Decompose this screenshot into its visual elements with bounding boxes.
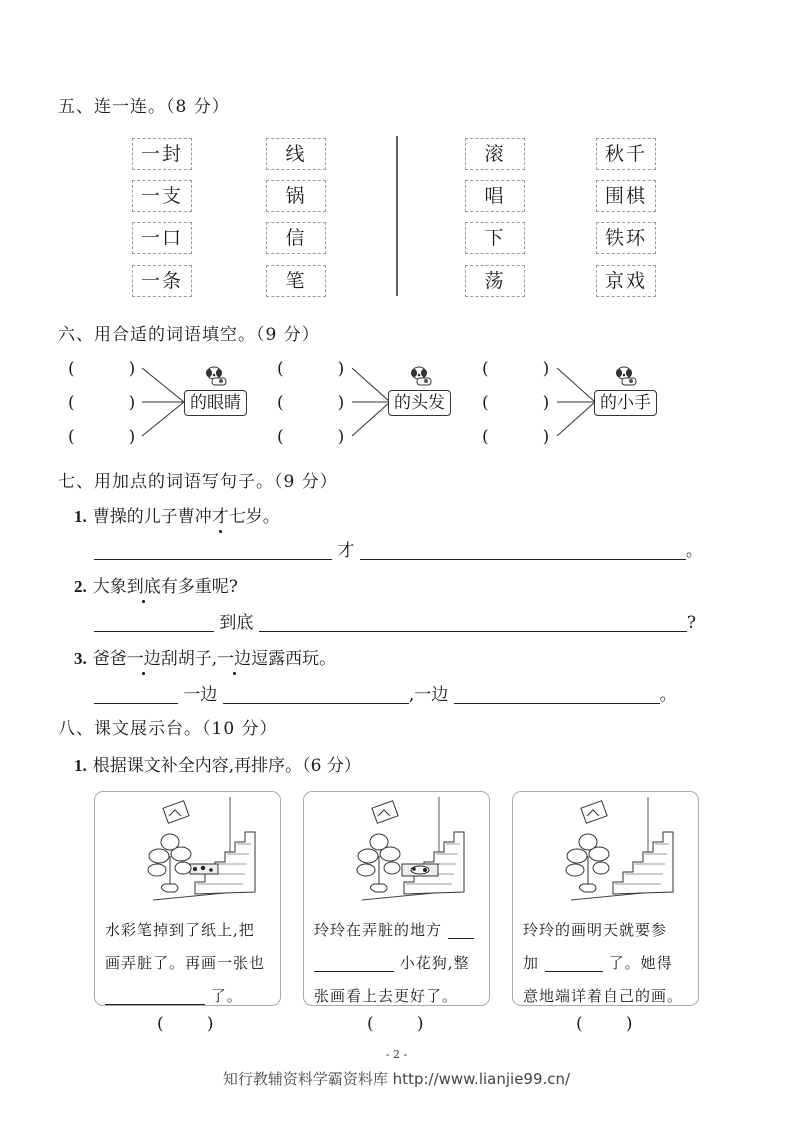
answer-blank[interactable]	[360, 541, 686, 560]
word-box[interactable]: 下	[465, 222, 525, 254]
match-divider	[396, 136, 398, 296]
section-5-title: 五、连一连。（8 分）	[58, 97, 230, 117]
story-card-2	[303, 791, 490, 1006]
order-answer-3[interactable]: ( )	[576, 1014, 633, 1034]
answer-blank[interactable]	[454, 685, 660, 704]
answer-line-7-3	[94, 680, 677, 705]
word-box[interactable]: 一条	[132, 265, 192, 297]
card-text-line: 玲玲的画明天就要参	[523, 921, 668, 939]
section-8-title: 八、课文展示台。（10 分）	[58, 719, 278, 739]
card-text	[314, 914, 484, 1013]
keyword: ,一边	[408, 685, 449, 705]
story-illustration	[95, 792, 280, 910]
dotted-word: 一边	[217, 649, 252, 669]
section-7-title: 七、用加点的词语写句子。（9 分）	[58, 472, 338, 492]
card-text-fragment: 加	[523, 954, 540, 972]
sentence-text: 逗露西玩。	[251, 649, 337, 669]
sentence-text: 曹操的儿子曹冲	[92, 507, 212, 527]
order-answer-1[interactable]: ( )	[157, 1014, 214, 1034]
phrase-box: 的头发	[388, 390, 451, 416]
word-box[interactable]: 秋千	[596, 138, 656, 170]
sentence-text: 七岁。	[228, 507, 280, 527]
puppy-icon	[409, 364, 435, 388]
card-text-line: 水彩笔掉到了纸上,把	[105, 921, 255, 939]
card-text-fragment: 了。她得	[608, 954, 673, 972]
blank-paren[interactable]: ( )	[277, 393, 345, 413]
dotted-word: 一边	[126, 649, 161, 669]
answer-blank[interactable]	[545, 953, 603, 972]
answer-line-7-2	[94, 608, 696, 633]
question-7-1	[74, 502, 280, 527]
question-7-2	[74, 572, 238, 597]
blank-paren[interactable]: ( )	[68, 359, 136, 379]
card-text-line: 画弄脏了。再画一张也	[105, 954, 266, 972]
answer-blank[interactable]	[223, 685, 409, 704]
sentence-text: 爸爸	[92, 649, 127, 669]
question-text: 根据课文补全内容,再排序。（6 分）	[92, 756, 361, 776]
card-text-fragment: 了。	[210, 987, 243, 1005]
sentence-text: 有多重呢?	[160, 577, 238, 597]
word-box[interactable]: 锅	[266, 180, 326, 212]
section-6-title: 六、用合适的词语填空。（9 分）	[58, 325, 320, 345]
word-box[interactable]: 京戏	[596, 265, 656, 297]
sentence-text: 刮胡子,	[160, 649, 218, 669]
word-box[interactable]: 线	[266, 138, 326, 170]
puppy-icon	[614, 364, 640, 388]
blank-paren[interactable]: ( )	[277, 359, 345, 379]
end-punct: 。	[685, 541, 703, 561]
card-text-fragment: 玲玲在弄脏的地方	[314, 921, 443, 939]
word-box[interactable]: 铁环	[596, 222, 656, 254]
card-text-line	[314, 914, 484, 947]
phrase-box: 的眼睛	[184, 390, 247, 416]
word-box[interactable]: 唱	[465, 180, 525, 212]
card-text-fragment: 小花狗,整	[399, 954, 470, 972]
card-text-line: 意地端详着自己的画。	[523, 987, 684, 1005]
question-number: 1.	[74, 507, 87, 526]
question-7-3	[74, 644, 336, 669]
word-box[interactable]: 笔	[266, 265, 326, 297]
word-box[interactable]: 滚	[465, 138, 525, 170]
word-box[interactable]: 围棋	[596, 180, 656, 212]
blank-paren[interactable]: ( )	[482, 359, 550, 379]
answer-line-7-1	[94, 536, 703, 561]
keyword: 才	[337, 541, 355, 561]
blank-paren[interactable]: ( )	[482, 427, 550, 447]
card-text-line	[105, 980, 275, 1013]
blank-paren[interactable]: ( )	[482, 393, 550, 413]
question-number: 2.	[74, 577, 87, 596]
keyword: 一边	[183, 685, 218, 705]
answer-blank[interactable]	[448, 920, 474, 939]
story-illustration	[513, 792, 698, 910]
dotted-word: 才	[211, 507, 229, 527]
story-illustration	[304, 792, 489, 910]
word-box[interactable]: 信	[266, 222, 326, 254]
page-number: - 2 -	[385, 1048, 408, 1061]
word-box[interactable]: 一支	[132, 180, 192, 212]
sentence-text: 大象	[92, 577, 127, 597]
question-8-1	[74, 751, 361, 776]
question-number: 3.	[74, 649, 87, 668]
card-text-line	[314, 947, 484, 980]
end-punct: ?	[686, 613, 696, 633]
answer-blank[interactable]	[105, 986, 205, 1005]
puppy-icon	[204, 364, 230, 388]
blank-paren[interactable]: ( )	[68, 427, 136, 447]
word-box[interactable]: 一封	[132, 138, 192, 170]
answer-blank[interactable]	[94, 685, 178, 704]
order-answer-2[interactable]: ( )	[367, 1014, 424, 1034]
story-card-1	[94, 791, 281, 1006]
answer-blank[interactable]	[94, 541, 332, 560]
bracket-lines-1	[140, 360, 190, 444]
card-text-line: 张画看上去更好了。	[314, 987, 459, 1005]
end-punct: 。	[659, 685, 677, 705]
card-text	[523, 914, 693, 1013]
keyword: 到底	[219, 613, 254, 633]
question-number: 1.	[74, 756, 87, 775]
footer-watermark: 知行教辅资料学霸资料库 http://www.lianjie99.cn/	[222, 1070, 571, 1088]
answer-blank[interactable]	[259, 613, 687, 632]
answer-blank[interactable]	[94, 613, 214, 632]
card-text-line	[523, 947, 693, 980]
word-box[interactable]: 荡	[465, 265, 525, 297]
blank-paren[interactable]: ( )	[68, 393, 136, 413]
answer-blank[interactable]	[314, 953, 394, 972]
word-box[interactable]: 一口	[132, 222, 192, 254]
story-card-3	[512, 791, 699, 1006]
dotted-word: 到底	[126, 577, 161, 597]
blank-paren[interactable]: ( )	[277, 427, 345, 447]
phrase-box: 的小手	[594, 390, 657, 416]
card-text	[105, 914, 275, 1013]
